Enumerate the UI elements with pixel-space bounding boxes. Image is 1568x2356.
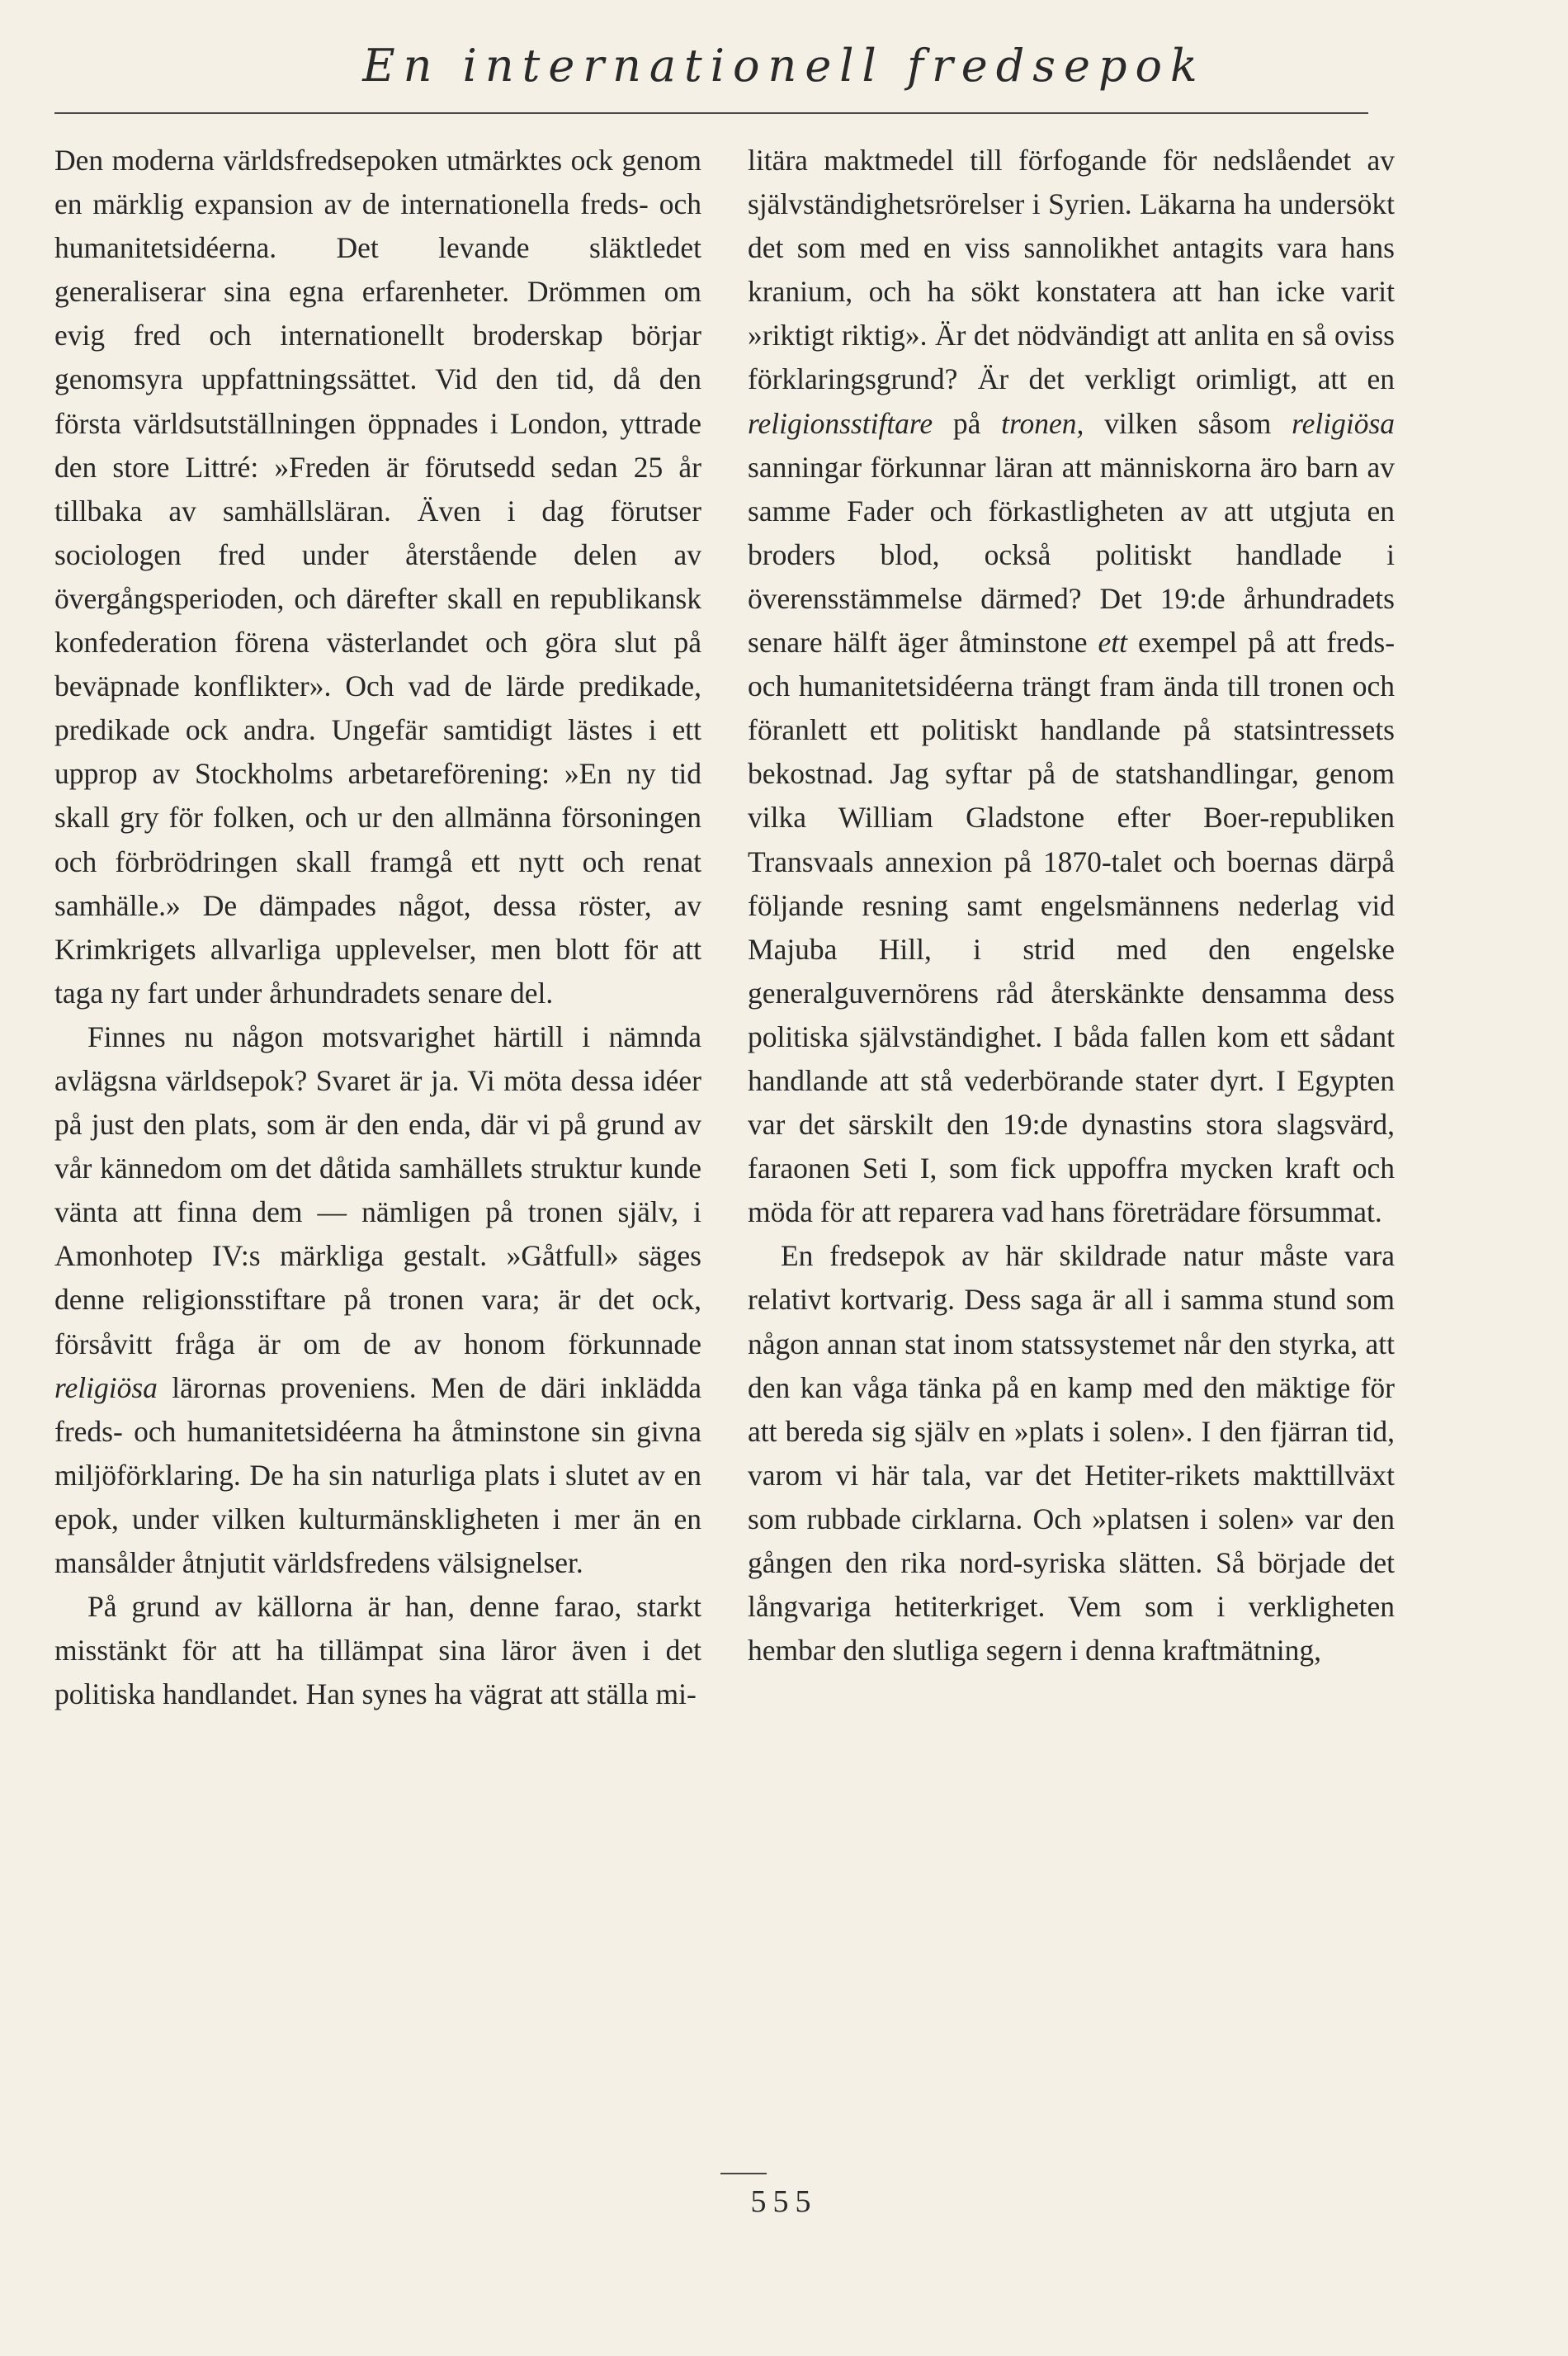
header-rule: [54, 112, 1368, 114]
text-run: sanningar förkunnar läran att människorna äro barn av samme Fader och förkastligheten av att utgjuta en broders blod, också politiskt handlade i överensstämmelse därmed? Det 19:de århundradets senare hälft äger åtminstone: [748, 450, 1395, 660]
italic-term: religionsstiftare: [748, 406, 933, 440]
italic-term: religiösa: [54, 1370, 158, 1404]
text-run: Finnes nu någon motsvarighet härtill i nämnda avlägsna världsepok? Svaret är ja. Vi möta dessa idéer på just den plats, som är den enda, där vi på grund av vår kännedom om det dåtida samhällets struktur kunde vänta att finna dem — nämligen på tronen själv, i Amonhotep IV:s märkliga gestalt. »Gåtfull» säges denne religionsstiftare på tronen vara; är det ock, försåvitt fråga är om de av honom förkunnade: [54, 1020, 701, 1360]
running-title: En internationell fredsepok: [362, 40, 1206, 92]
paragraph: [748, 139, 1395, 1234]
text-run: litära maktmedel till förfogande för nedslåendet av självständighetsrörelser i Syrien. Läkarna ha undersökt det som med en viss sannolikhet antagits vara hans kranium, och ha sökt konstatera att han icke varit »riktigt riktig». Är det nödvändigt att anlita en så oviss förklaringsgrund? Är det verkligt orimligt, att en: [748, 144, 1395, 396]
text-run: exempel på att freds- och humanitetsidéerna trängt fram ända till tronen och föranlett ett politiskt handlande på statsintressets bekostnad. Jag syftar på de statshandlingar, genom vilka William Gladstone efter Boer-republiken Transvaals annexion på 1870-talet och boernas därpå följande resning samt engelsmännens nederlag vid Majuba Hill, i strid med den engelske generalguvernörens råd återskänkte densamma dess politiska självständighet. I båda fallen kom ett sådant handlande att stå vederbörande stater dyrt. I Egypten var det särskilt den 19:de dynastins stora slagsvärd, faraonen Seti I, som fick uppoffra mycken kraft och möda för att reparera vad hans företrädare försummat.: [748, 626, 1396, 1229]
page-number: 555: [750, 2184, 818, 2219]
text-run: lärornas proveniens. Men de däri inklädda freds- och humanitetsidéerna ha åtminstone sin givna miljöförklaring. De ha sin naturliga plats i slutet av en epok, under vilken kulturmänskligheten i mer än en mansålder åtnjutit världsfredens välsignelser.: [54, 1370, 702, 1579]
paragraph: På grund av källorna är han, denne farao, starkt misstänkt för att ha tillämpat sina läror även i det politiska handlandet. Han synes ha vägrat att ställa mi-: [54, 1590, 701, 1711]
italic-term: tronen,: [1001, 406, 1084, 440]
italic-term: ett: [1098, 626, 1128, 660]
text-run: vilken såsom: [1104, 406, 1272, 440]
right-column: [748, 139, 1395, 1672]
paragraph: [54, 1015, 701, 1585]
italic-term: religiösa: [1292, 406, 1396, 440]
folio-rule: [720, 2173, 767, 2174]
left-column: [54, 139, 701, 1716]
paragraph: En fredsepok av här skildrade natur måste vara relativt kortvarig. Dess saga är all i samma stund som någon annan stat inom statssystemet når den styrka, att den kan våga tänka på en kamp med den mäktige för att bereda sig själv en »plats i solen». I den fjärran tid, varom vi här tala, var det Hetiter-rikets makttillväxt som rubbade cirklarna. Och »platsen i solen» var den gången den rika nord-syriska slätten. Så började det långvariga hetiterkriget. Vem som i verkligheten hembar den slutliga segern i denna kraftmätning,: [748, 1239, 1395, 1668]
text-run: på: [952, 406, 981, 440]
paragraph: Den moderna världsfredsepoken utmärktes ock genom en märklig expansion av de internationella freds- och humanitetsidéerna. Det levande släktledet generaliserar sina egna erfarenheter. Drömmen om evig fred och internationellt broderskap börjar genomsyra uppfattningssättet. Vid den tid, då den första världsutställningen öppnades i London, yttrade den store Littré: »Freden är förutsedd sedan 25 år tillbaka av samhällsläran. Även i dag förutser sociologen fred under återstående delen av övergångsperioden, och därefter skall en republikansk konfederation förena västerlandet och göra slut på beväpnade konflikter». Och vad de lärde predikade, predikade ock andra. Ungefär samtidigt lästes i ett upprop av Stockholms arbetareförening: »En ny tid skall gry för folken, och ur den allmänna försoningen och förbrödringen skall framgå ett nytt och renat samhälle.» De dämpades något, dessa röster, av Krimkrigets allvarliga upplevelser, men blott för att taga ny fart under århundradets senare del.: [54, 144, 701, 1010]
